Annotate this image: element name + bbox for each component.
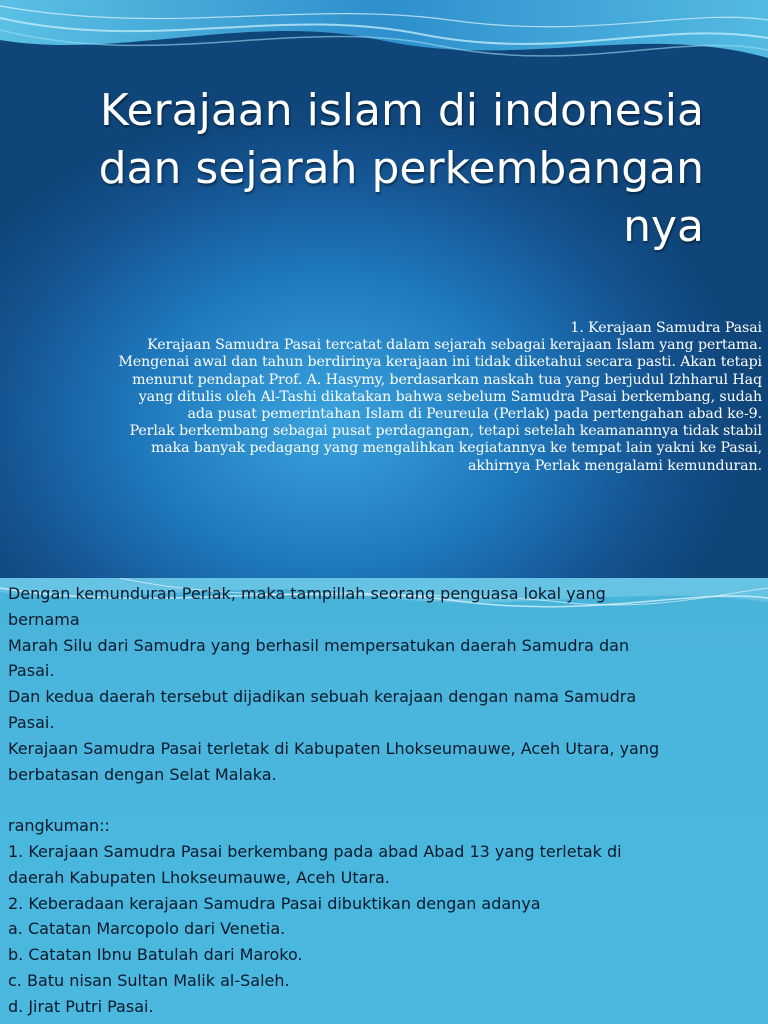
content-line (8, 787, 760, 813)
slide-body-text (12, 320, 762, 475)
content-line: d. Jirat Putri Pasai. (8, 996, 154, 1016)
body-line: ada pusat pemerintahan Islam di Peureula (Perlak) pada pertengahan abad ke-9. (187, 406, 762, 423)
content-line: 1. Kerajaan Samudra Pasai berkembang pada abad Abad 13 yang terletak di (8, 841, 622, 861)
content-line: Dengan kemunduran Perlak, maka tampillah seorang penguasa lokal yang (8, 584, 606, 603)
content-line: a. Catatan Marcopolo dari Venetia. (8, 919, 286, 939)
body-line: menurut pendapat Prof. A. Hasymy, berdasarkan naskah tua yang berjudul Izhharul Haq (132, 371, 762, 388)
decorative-wave-header (0, 0, 768, 90)
content-line: Dan kedua daerah tersebut dijadikan sebuah kerajaan dengan nama Samudra (8, 687, 637, 707)
content-line: berbatasan dengan Selat Malaka. (8, 764, 277, 784)
body-line: yang ditulis oleh Al-Tashi dikatakan bahwa sebelum Samudra Pasai berkembang, sudah (138, 388, 762, 405)
content-body-text (8, 581, 760, 1020)
content-line: Pasai. (8, 661, 55, 681)
content-line: rangkuman:: (8, 816, 110, 836)
body-line: Mengenai awal dan tahun berdirinya kerajaan ini tidak diketahui secara pasti. Akan tetapi (118, 354, 762, 371)
content-line: 2. Keberadaan kerajaan Samudra Pasai dibuktikan dengan adanya (8, 893, 541, 913)
content-line: Marah Silu dari Samudra yang berhasil mempersatukan daerah Samudra dan (8, 635, 630, 655)
content-line: Pasai. (8, 712, 55, 732)
content-line: Kerajaan Samudra Pasai terletak di Kabupaten Lhokseumauwe, Aceh Utara, yang (8, 738, 660, 758)
content-line: daerah Kabupaten Lhokseumauwe, Aceh Utara. (8, 867, 390, 887)
content-line: bernama (8, 609, 80, 629)
body-line: Perlak berkembang sebagai pusat perdagangan, tetapi setelah keamanannya tidak stabil (129, 423, 762, 440)
title-line: dan sejarah perkembangan (98, 143, 704, 194)
title-line: nya (623, 201, 704, 252)
content-line: c. Batu nisan Sultan Malik al-Saleh. (8, 970, 290, 990)
body-line: 1. Kerajaan Samudra Pasai (570, 320, 762, 336)
content-slide (0, 578, 768, 1024)
slide-title (64, 82, 704, 256)
content-line: b. Catatan Ibnu Batulah dari Maroko. (8, 945, 303, 965)
title-line: Kerajaan islam di indonesia (99, 85, 704, 136)
body-line: akhirnya Perlak mengalami kemunduran. (468, 457, 762, 474)
body-line: Kerajaan Samudra Pasai tercatat dalam sejarah sebagai kerajaan Islam yang pertama. (147, 337, 762, 354)
body-line: maka banyak pedagang yang mengalihkan kegiatannya ke tempat lain yakni ke Pasai, (150, 440, 762, 457)
